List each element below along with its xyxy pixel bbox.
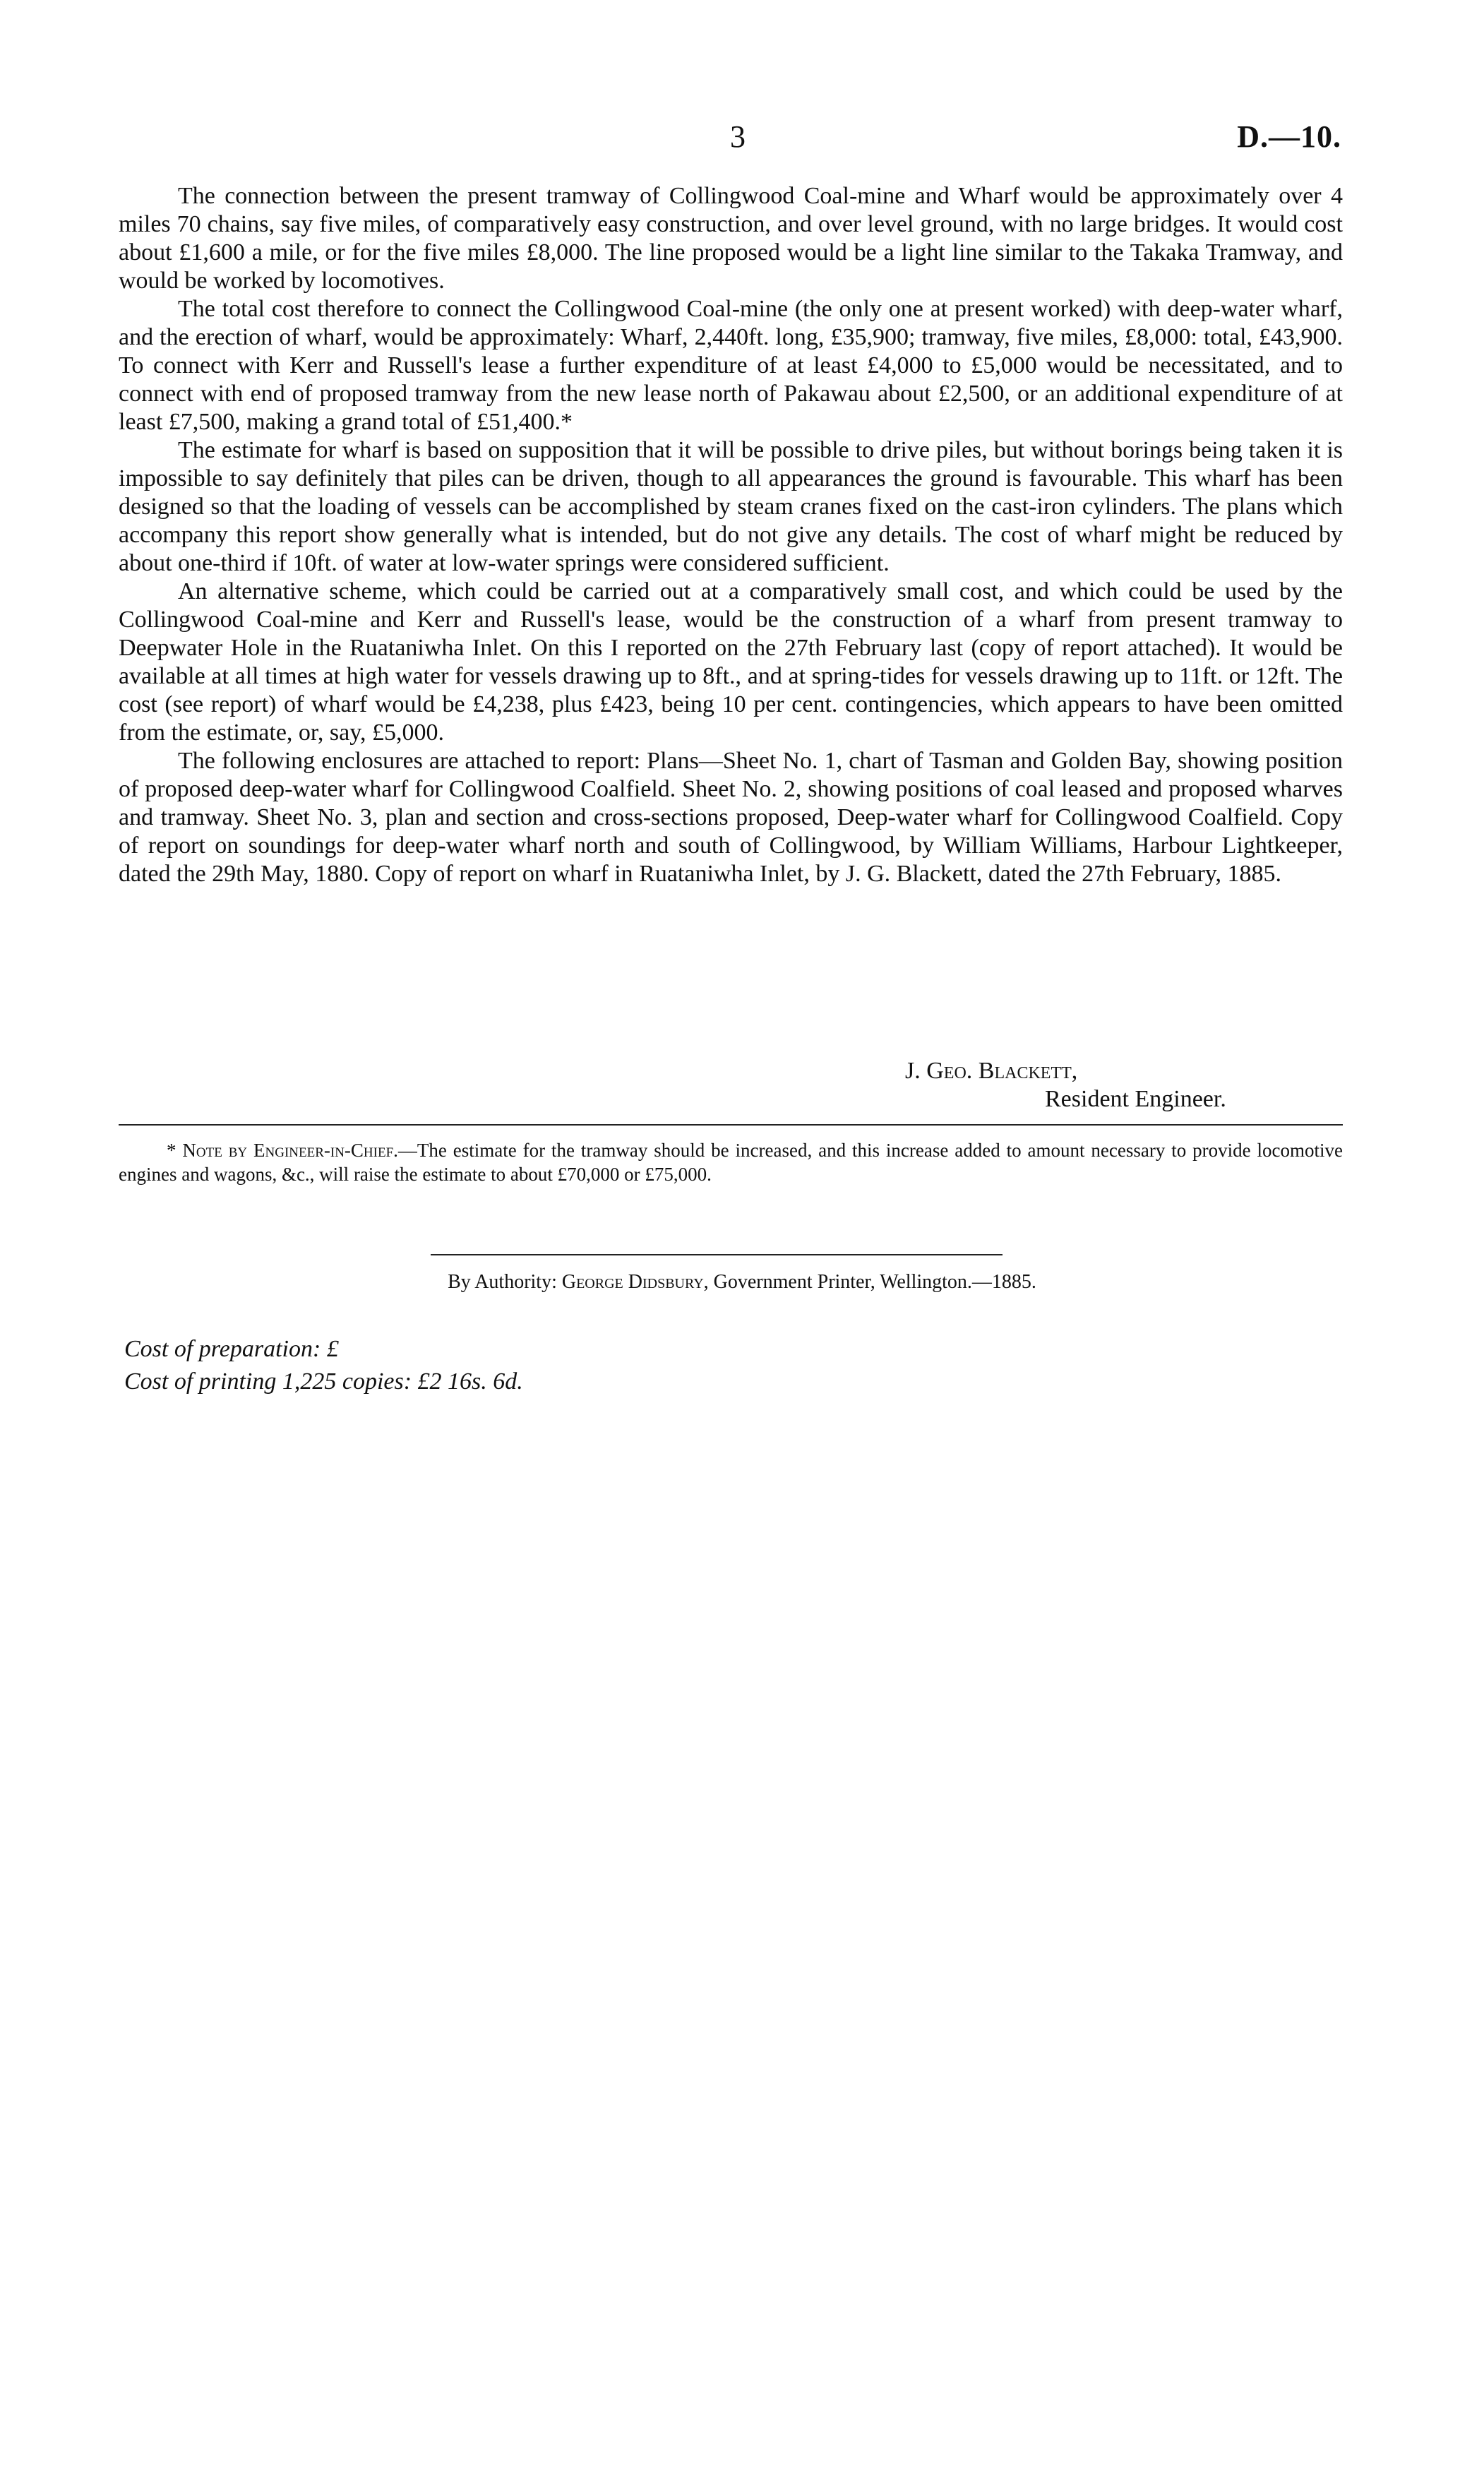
paragraph-wharf-estimate: The estimate for wharf is based on supposition that it will be possible to drive piles, but without borings being taken it is impossible to say definitely that piles can be driven, though to all appearances the ground is favourable. This wharf has been designed so that the loading of vessels can be accomplished by steam cranes fixed on the cast-iron cylinders. The plans which accompany this report show generally what is intended, but do not give any details. The cost of wharf might be reduced by about one-third if 10ft. of water at low-water springs were considered sufficient. <box>119 437 1343 576</box>
report-body <box>119 182 1343 888</box>
imprint-divider <box>431 1254 1003 1255</box>
cost-of-printing: Cost of printing 1,225 copies: £2 16s. 6d. <box>124 1368 523 1395</box>
paragraph-tramway-connection: The connection between the present tramway of Collingwood Coal-mine and Wharf would be approximately over 4 miles 70 chains, say five miles, of comparatively easy construction, and over level ground, with no large bridges. It would cost about £1,600 a mile, or for the five miles £8,000. The line proposed would be a light line similar to the Takaka Tramway, and would be worked by locomotives. <box>119 183 1343 294</box>
footnote <box>119 1138 1343 1186</box>
signatory-title: Resident Engineer. <box>1045 1086 1226 1112</box>
paragraph-enclosures: The following enclosures are attached to report: Plans—Sheet No. 1, chart of Tasman and Golden Bay, showing position of proposed deep-water wharf for Collingwood Coalfield. Sheet No. 2, showing positions of coal leased and proposed wharves and tramway. Sheet No. 3, plan and section and cross-sections proposed, Deep-water wharf for Collingwood Coalfield. Copy of report on soundings for deep-water wharf north and south of Collingwood, by William Williams, Harbour Lightkeeper, dated the 29th May, 1880. Copy of report on wharf in Ruataniwha Inlet, by J. G. Blackett, dated the 27th February, 1885. <box>119 748 1343 887</box>
cost-notes <box>124 1333 523 1398</box>
cost-of-preparation: Cost of preparation: £ <box>124 1336 339 1362</box>
signatory-name: J. Geo. Blackett, <box>905 1058 1078 1084</box>
page-number: 3 <box>730 119 746 154</box>
printer-imprint <box>0 1271 1484 1294</box>
paragraph-alternative-scheme: An alternative scheme, which could be carried out at a comparatively small cost, and which could be used by the Collingwood Coal-mine and Kerr and Russell's lease, would be the construction of a wharf from present tramway to Deepwater Hole in the Ruataniwha Inlet. On this I reported on the 27th February last (copy of report attached). It would be available at all times at high water for vessels drawing up to 8ft., and at spring-tides for vessels drawing up to 11ft. or 12ft. The cost (see report) of wharf would be £4,238, plus £423, being 10 per cent. contingencies, which appears to have been omitted from the estimate, or, say, £5,000. <box>119 578 1343 746</box>
signature-block <box>905 1057 1226 1114</box>
paragraph-total-cost: The total cost therefore to connect the Collingwood Coal-mine (the only one at present worked) with deep-water wharf, and the erection of wharf, would be approximately: Wharf, 2,440ft. long, £35,900; tramway, five miles, £8,000: total, £43,900. To connect with Kerr and Russell's lease a further expenditure of at least £4,000 to £5,000 would be necessitated, and to connect with end of proposed tramway from the new lease north of Pakawau about £2,500, or an additional expenditure of at least £7,500, making a grand total of £51,400.* <box>119 296 1343 435</box>
document-code: D.—10. <box>1237 119 1341 154</box>
imprint-suffix: , Government Printer, Wellington.—1885. <box>703 1271 1036 1293</box>
footnote-text: —The estimate for the tramway should be increased, and this increase added to amount necessary to provide locomotive engines and wagons, &c., will raise the estimate to about £70,000 or £75,000. <box>119 1140 1343 1185</box>
footnote-label: * Note by Engineer-in-Chief. <box>167 1140 398 1161</box>
footnote-divider <box>119 1124 1343 1126</box>
imprint-printer: George Didsbury <box>561 1271 704 1293</box>
imprint-prefix: By Authority: <box>448 1271 557 1293</box>
